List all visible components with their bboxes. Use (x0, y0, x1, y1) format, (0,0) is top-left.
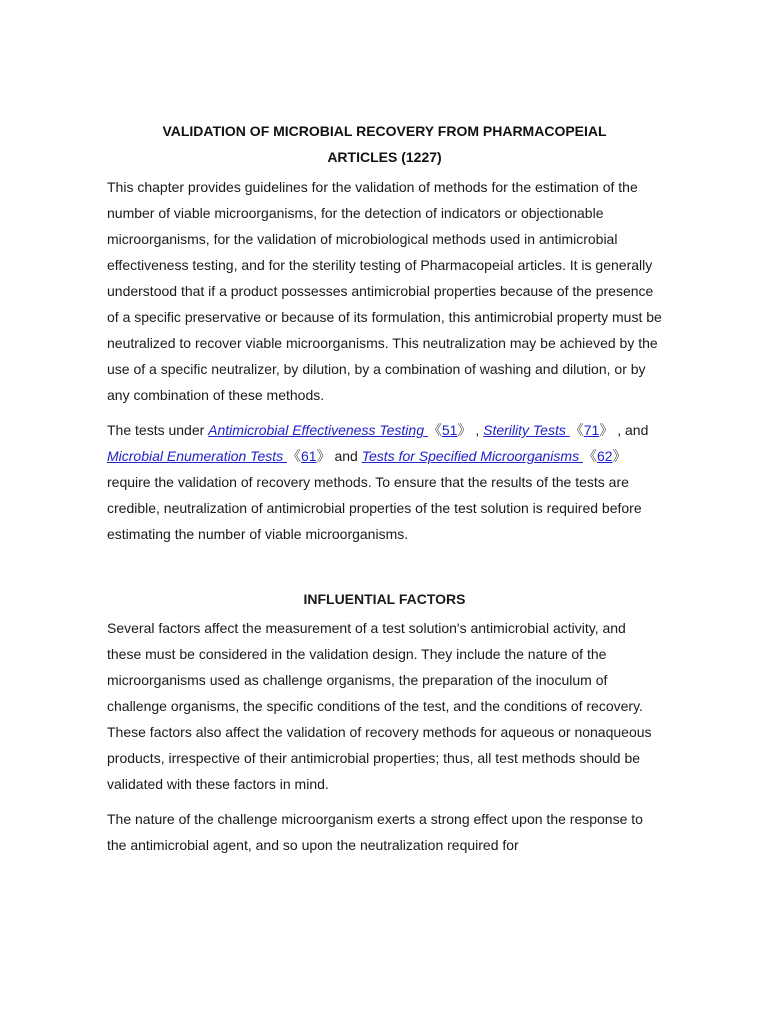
bracket-close: 》 (316, 448, 331, 464)
influential-factors-paragraph-1: Several factors affect the measurement of a test solution's antimicrobial activity, and these must be considered in the validation design. They include the nature of the microorganisms used as challenge organisms, the preparation of the inoculum of challenge organisms, the specific conditions of the test, and the conditions of recovery. These factors also affect the validation of recovery methods for aqueous or nonaqueous products, irrespective of their antimicrobial properties; thus, all test methods should be validated with these factors in mind. (107, 620, 652, 792)
link-sterility-tests[interactable]: Sterility Tests (483, 422, 570, 438)
and-text: and (625, 422, 649, 438)
bracket-close: 》 (457, 422, 472, 438)
bracket-open: 《 (287, 448, 302, 464)
link-chapter-71[interactable]: 71 (583, 422, 600, 438)
bracket-open: 《 (569, 422, 584, 438)
link-microbial-enumeration-tests[interactable]: Microbial Enumeration Tests (107, 448, 288, 464)
title-line-1: VALIDATION OF MICROBIAL RECOVERY FROM PHARMACOPEIAL (162, 123, 607, 139)
intro-paragraph: This chapter provides guidelines for the validation of methods for the estimation of the number of viable microorganisms, for the detection of indicators or objectionable microorganisms, for the validation of microbiological methods used in antimicrobial effectiveness testing, and for the sterility testing of Pharmacopeial articles. It is generally understood that if a product possesses antimicrobial properties because of the presence of a specific preservative or because of its formulation, this antimicrobial property must be neutralized to recover viable microorganisms. This neutralization may be achieved by the use of a specific neutralizer, by dilution, by a combination of washing and dilution, or by any combination of these methods. (107, 179, 662, 403)
chapter-number: (1227) (401, 149, 442, 165)
tests-prefix-text: The tests under (107, 422, 209, 438)
comma-separator: , (613, 422, 625, 438)
influential-factors-paragraph-2: The nature of the challenge microorganism exerts a strong effect upon the response to the antimicrobial agent, and so upon the neutralization required for (107, 811, 643, 853)
link-chapter-62[interactable]: 62 (596, 448, 613, 464)
and-text: and (330, 448, 362, 464)
tests-paragraph (107, 417, 662, 547)
title-line-2: ARTICLES (327, 149, 402, 165)
bracket-close: 》 (612, 448, 627, 464)
link-chapter-61[interactable]: 61 (301, 448, 317, 464)
bracket-open: 《 (582, 448, 597, 464)
link-tests-for-specified-microorganisms[interactable]: Tests for Specified Microorganisms (361, 448, 583, 464)
bracket-close: 》 (599, 422, 614, 438)
comma-separator: , (471, 422, 484, 438)
document-title (107, 118, 662, 170)
section-heading-influential-factors: INFLUENTIAL FACTORS (303, 591, 466, 607)
tests-suffix-text: require the validation of recovery methods. To ensure that the results of the tests are credible, neutralization of antimicrobial properties of the test solution is required before estimating the number of viable microorganisms. (107, 474, 642, 542)
bracket-open: 《 (427, 422, 442, 438)
link-chapter-51[interactable]: 51 (441, 422, 458, 438)
link-antimicrobial-effectiveness-testing[interactable]: Antimicrobial Effectiveness Testing (208, 422, 428, 438)
